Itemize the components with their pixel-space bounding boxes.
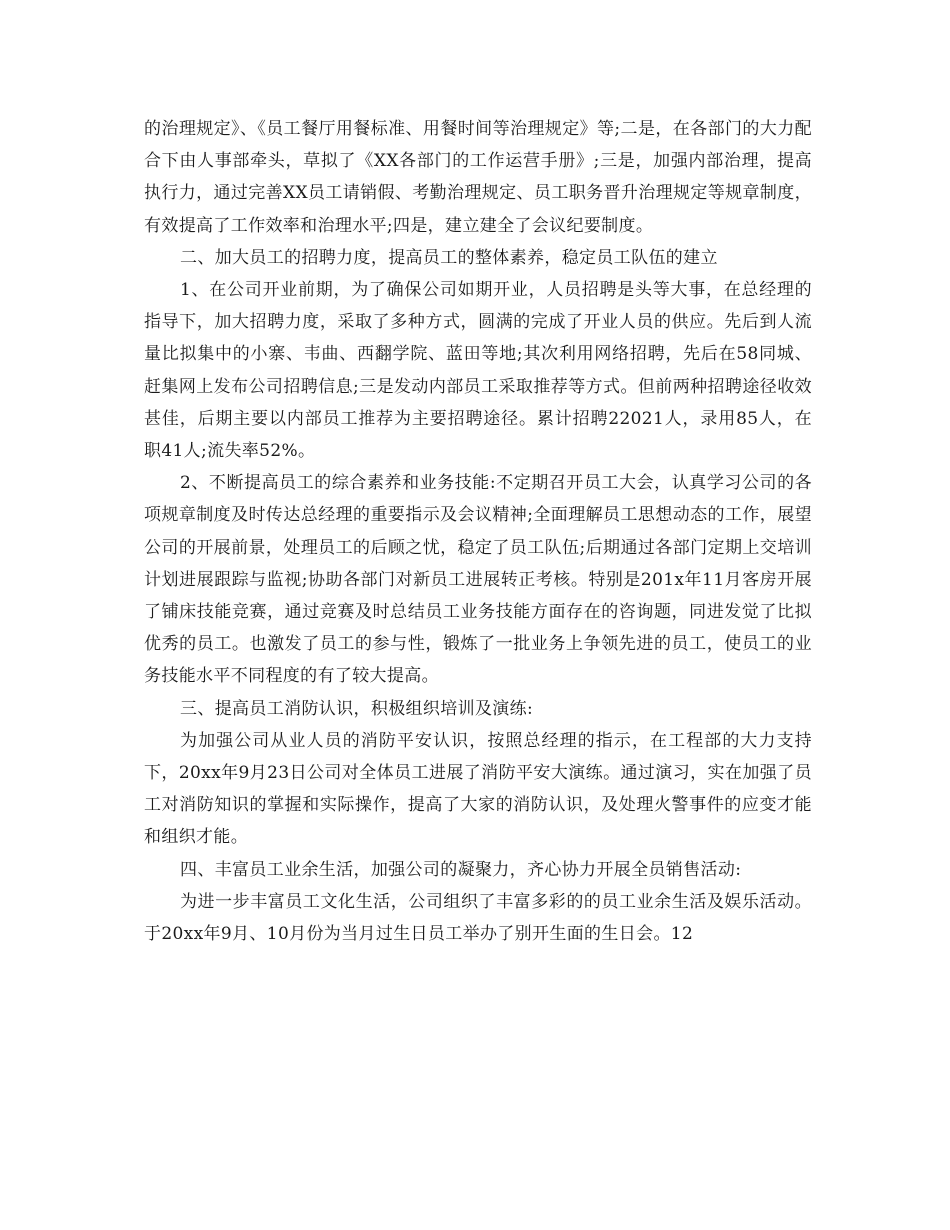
paragraph-skills-training: 2、不断提高员工的综合素养和业务技能:不定期召开员工大会，认真学习公司的各项规章制度及时传达总经理的重要指示及会议精神;全面理解员工思想动态的工作，展望公司的开展前景，处理员工的后顾之忧，稳定了员工队伍;后期通过各部门定期上交培训计划进展跟踪与监视;协助各部门对新员工进展转正考核。特别是201x年11月客房开展了铺床技能竞赛，通过竞赛及时总结员工业务技能方面存在的咨询题，同进发觉了比拟优秀的员工。也激发了员工的参与性，锻炼了一批业务上争领先进的员工，使员工的业务技能水平不同程度的有了较大提高。 [144, 473, 812, 687]
section-heading-employee-life: 四、丰富员工业余生活，加强公司的凝聚力，齐心协力开展全员销售活动: [180, 859, 742, 880]
paragraph-fire-drill: 为加强公司从业人员的消防平安认识，按照总经理的指示，在工程部的大力支持下，20xx年9月23日公司对全体员工进展了消防平安大演练。通过演习，实在加强了员工对消防知识的掌握和实际操作，提高了大家的消防认识，及处理火警事件的应变才能和组织才能。 [144, 730, 812, 848]
paragraph-recruitment-efforts: 1、在公司开业前期，为了确保公司如期开业，人员招聘是头等大事，在总经理的指导下，加大招聘力度，采取了多种方式，圆满的完成了开业人员的供应。先后到人流量比拟集中的小寨、韦曲、西翻学院、蓝田等地;其次利用网络招聘，先后在58同城、赶集网上发布公司招聘信息;三是发动内部员工采取推荐等方式。但前两种招聘途径收效甚佳，后期主要以内部员工推荐为主要招聘途径。累计招聘22021人，录用85人，在职41人;流失率52%。 [144, 280, 812, 462]
paragraph-birthday-events: 为进一步丰富员工文化生活，公司组织了丰富多彩的的员工业余生活及娱乐活动。于20xx年9月、10月份为当月过生日员工举办了别开生面的生日会。12 [144, 891, 812, 945]
section-heading-fire-safety: 三、提高员工消防认识，积极组织培训及演练: [180, 698, 534, 719]
section-heading-recruitment: 二、加大员工的招聘力度，提高员工的整体素养，稳定员工队伍的建立 [180, 247, 718, 268]
document-body [144, 113, 812, 950]
paragraph-regulations-continued: 的治理规定》、《员工餐厅用餐标准、用餐时间等治理规定》等;二是，在各部门的大力配合下由人事部牵头，草拟了《XX各部门的工作运营手册》;三是，加强内部治理，提高执行力，通过完善XX员工请销假、考勤治理规定、员工职务晋升治理规定等规章制度，有效提高了工作效率和治理水平;四是，建立建全了会议纪要制度。 [144, 119, 812, 236]
